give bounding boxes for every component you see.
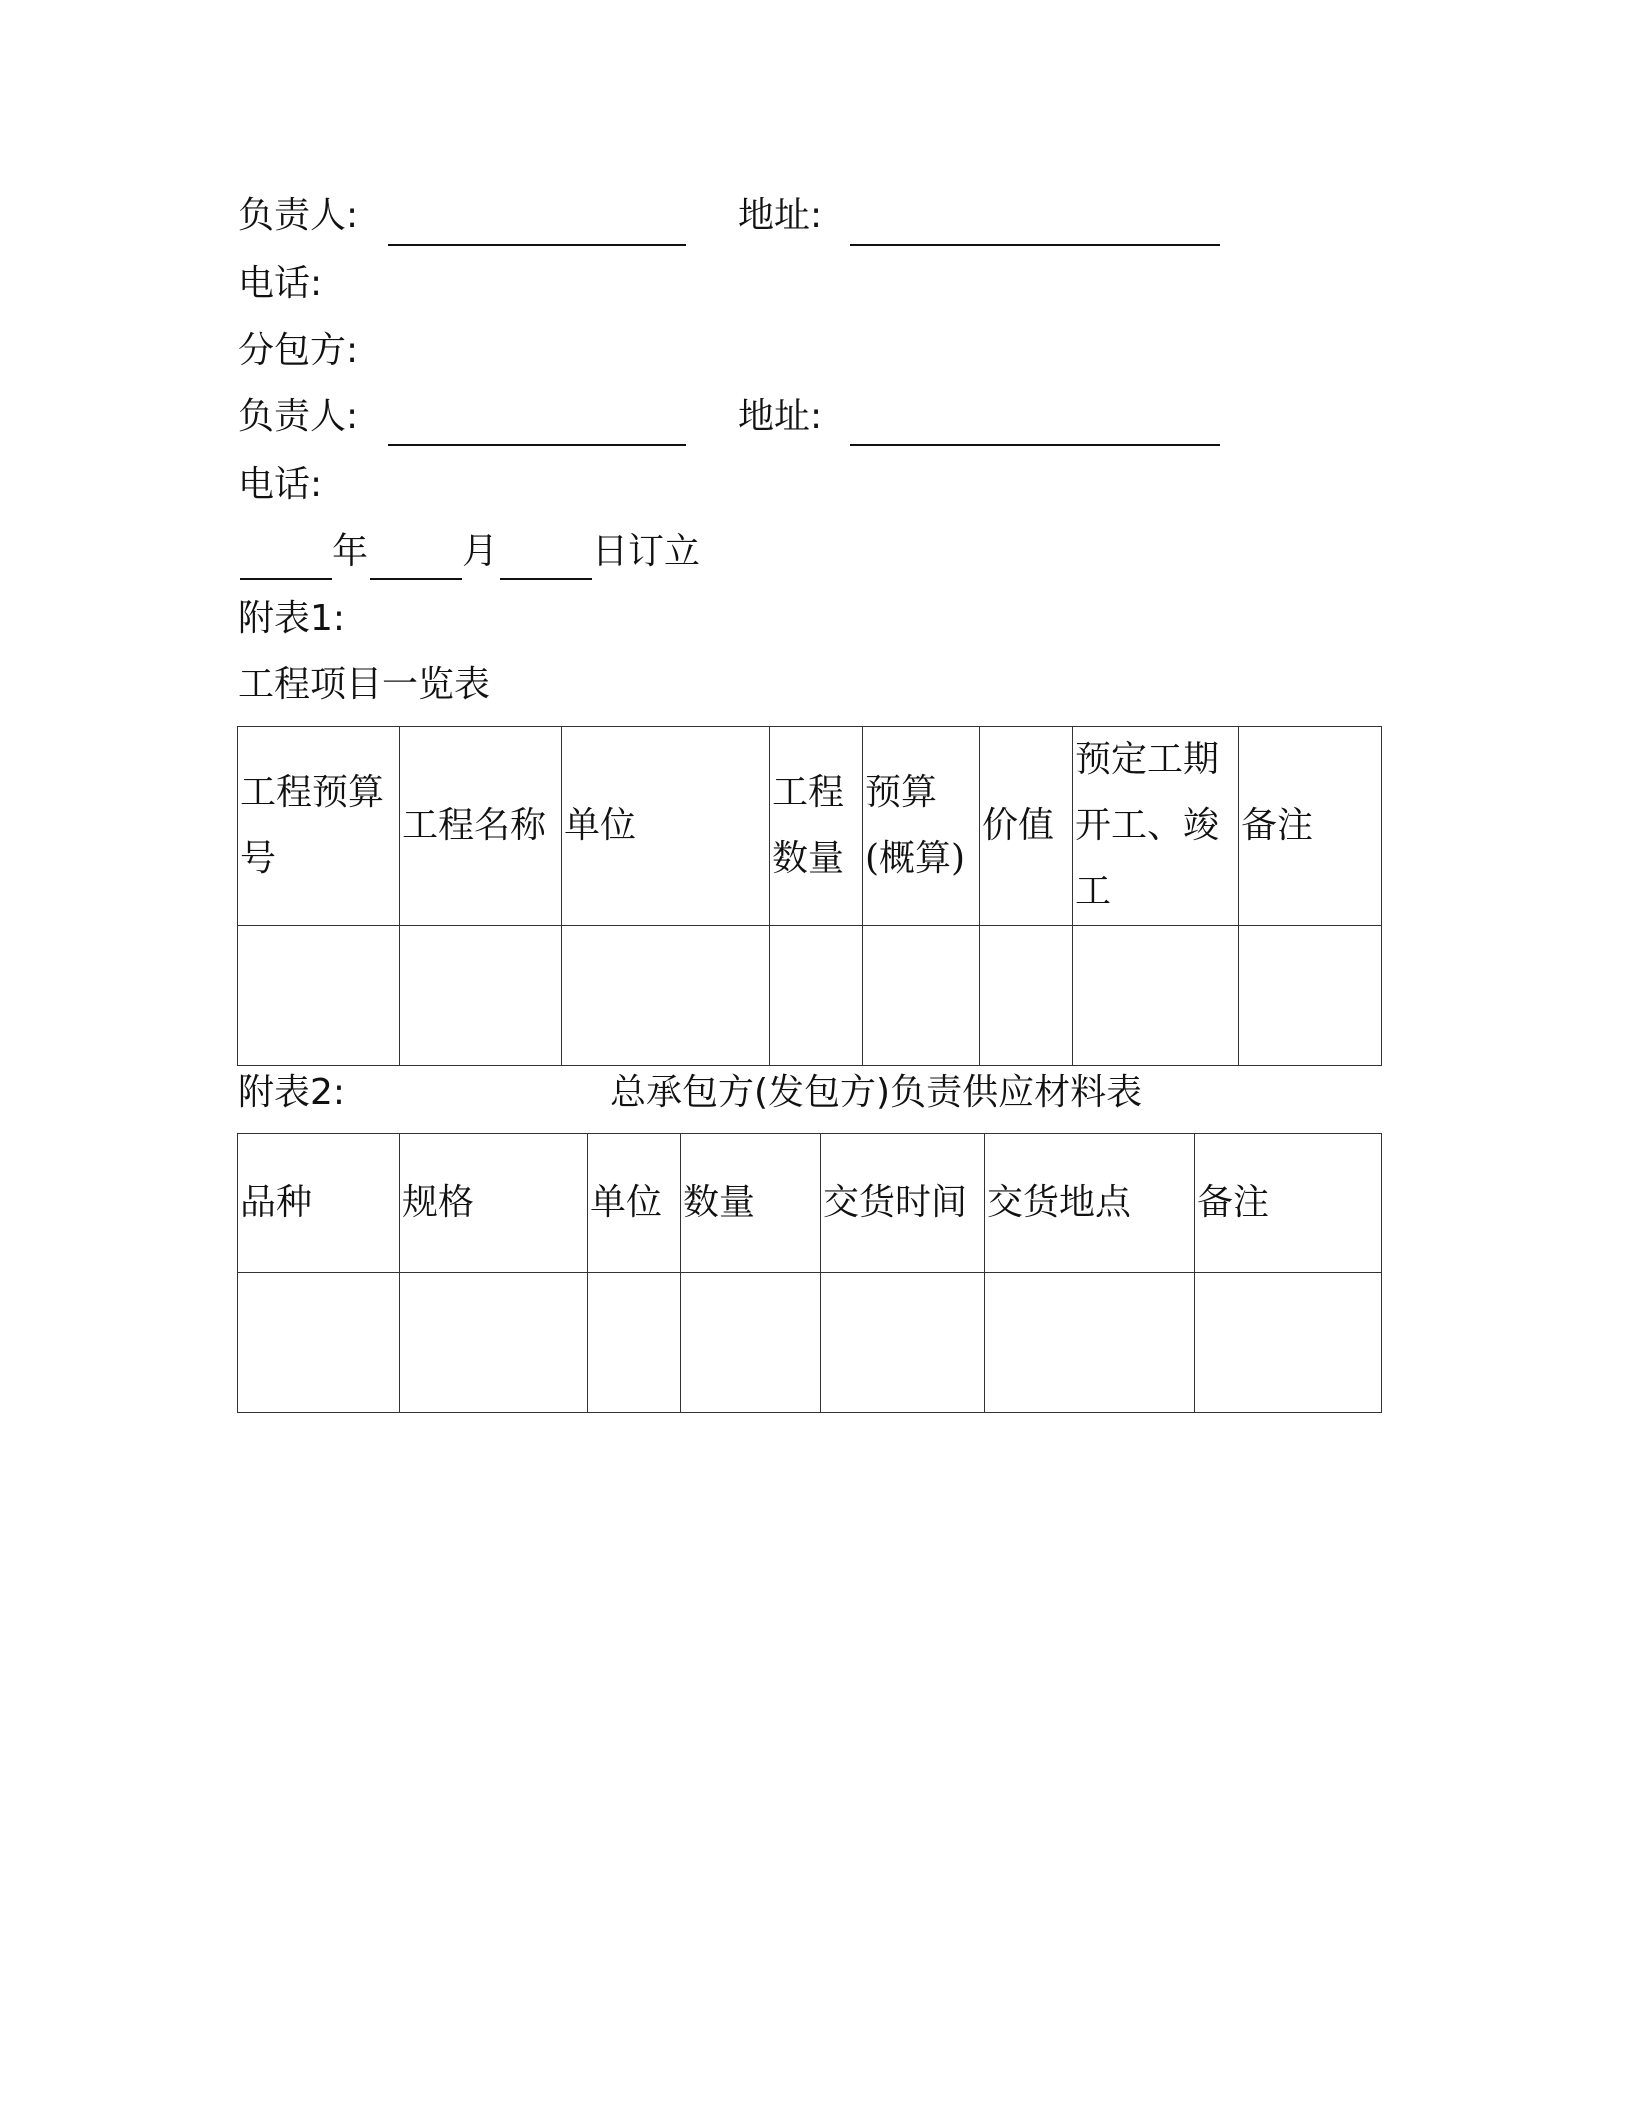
appendix2-col-header: 交货地点 bbox=[985, 1134, 1195, 1273]
table-cell[interactable] bbox=[985, 1273, 1195, 1413]
appendix2-col-header: 数量 bbox=[681, 1134, 821, 1273]
table-cell[interactable] bbox=[821, 1273, 985, 1413]
appendix1-col-header: 工程名称 bbox=[400, 727, 562, 926]
table-cell[interactable] bbox=[588, 1273, 681, 1413]
appendix1-col-header: 预算(概算) bbox=[863, 727, 980, 926]
appendix1-table bbox=[237, 726, 1382, 1066]
appendix2-label: 附表2: bbox=[238, 1072, 346, 1113]
address-label-1: 地址: bbox=[738, 195, 823, 236]
table-cell[interactable] bbox=[681, 1273, 821, 1413]
appendix2-title: 总承包方(发包方)负责供应材料表 bbox=[610, 1072, 1143, 1113]
table-cell[interactable] bbox=[980, 926, 1073, 1066]
table-cell[interactable] bbox=[1073, 926, 1239, 1066]
table-cell[interactable] bbox=[1239, 926, 1382, 1066]
person-label-2: 负责人: bbox=[238, 396, 359, 437]
appendix1-col-header: 工程数量 bbox=[770, 727, 863, 926]
phone-label-1: 电话: bbox=[238, 263, 323, 304]
table-cell[interactable] bbox=[770, 926, 863, 1066]
year-fill-line[interactable] bbox=[240, 578, 332, 580]
table-cell[interactable] bbox=[1195, 1273, 1382, 1413]
address-label-2: 地址: bbox=[738, 396, 823, 437]
appendix1-col-header: 价值 bbox=[980, 727, 1073, 926]
table-cell[interactable] bbox=[400, 1273, 588, 1413]
table-cell[interactable] bbox=[863, 926, 980, 1066]
appendix2-col-header: 单位 bbox=[588, 1134, 681, 1273]
table-row bbox=[238, 926, 1382, 1066]
appendix1-title: 工程项目一览表 bbox=[238, 664, 491, 705]
year-label: 年 bbox=[332, 531, 369, 572]
person-label-1: 负责人: bbox=[238, 195, 359, 236]
appendix2-header-row bbox=[238, 1134, 1382, 1273]
appendix1-header-row bbox=[238, 727, 1382, 926]
address-fill-line-2[interactable] bbox=[850, 444, 1220, 446]
person-fill-line-2[interactable] bbox=[388, 444, 686, 446]
appendix2-col-header: 交货时间 bbox=[821, 1134, 985, 1273]
table-cell[interactable] bbox=[238, 926, 400, 1066]
appendix2-table bbox=[237, 1133, 1382, 1413]
table-row bbox=[238, 1273, 1382, 1413]
month-label: 月 bbox=[462, 531, 499, 572]
subcontractor-label: 分包方: bbox=[238, 330, 359, 371]
appendix1-col-header: 工程预算号 bbox=[238, 727, 400, 926]
appendix2-col-header: 规格 bbox=[400, 1134, 588, 1273]
appendix1-col-header: 备注 bbox=[1239, 727, 1382, 926]
appendix1-col-header: 预定工期开工、竣工 bbox=[1073, 727, 1239, 926]
day-fill-line[interactable] bbox=[500, 578, 592, 580]
appendix1-col-header: 单位 bbox=[562, 727, 770, 926]
table-cell[interactable] bbox=[400, 926, 562, 1066]
appendix2-col-header: 备注 bbox=[1195, 1134, 1382, 1273]
phone-label-2: 电话: bbox=[238, 464, 323, 505]
appendix1-label: 附表1: bbox=[238, 598, 346, 639]
month-fill-line[interactable] bbox=[370, 578, 462, 580]
table-cell[interactable] bbox=[562, 926, 770, 1066]
address-fill-line-1[interactable] bbox=[850, 244, 1220, 246]
table-cell[interactable] bbox=[238, 1273, 400, 1413]
person-fill-line-1[interactable] bbox=[388, 244, 686, 246]
day-signed-label: 日订立 bbox=[592, 531, 701, 572]
appendix2-col-header: 品种 bbox=[238, 1134, 400, 1273]
